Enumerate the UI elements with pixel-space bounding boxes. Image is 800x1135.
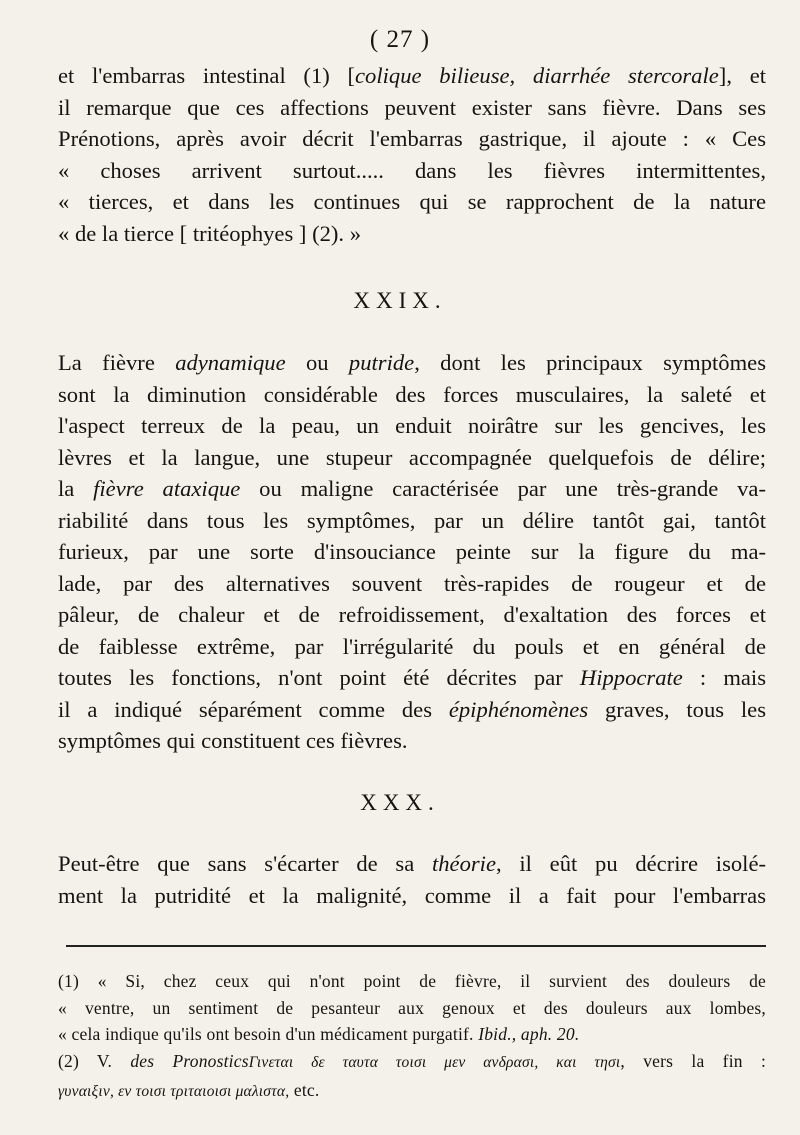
text-run: pâleur, de chaleur et de refroidissement, d'exaltation des forces et: [58, 602, 766, 627]
text-run: ou maligne caractérisée par une très-grande va-: [240, 476, 766, 501]
section-heading-xxx: XXX.: [360, 790, 440, 815]
text-line: [58, 347, 766, 379]
text-run: il a indiqué séparément comme des: [58, 696, 449, 722]
text-line: [58, 568, 766, 600]
italic-term: des Pronostics: [130, 1051, 249, 1071]
text-run: (2) V.: [58, 1051, 131, 1071]
italic-term: épiphénomènes: [448, 696, 589, 722]
text-line: [58, 186, 766, 218]
text-run: Peut-être que sans s'écarter de sa: [58, 851, 432, 876]
text-run: riabilité dans tous les symptômes, par un délire tantôt gai, tantôt: [58, 507, 766, 533]
text-run: lade, par des alternatives souvent très-rapides de rougeur et de: [58, 570, 766, 596]
italic-term: théorie: [431, 851, 496, 876]
text-run: la: [58, 476, 94, 501]
footnote-1: [58, 968, 766, 1048]
section-heading-xxix: XXIX.: [353, 288, 447, 313]
paragraph-intro: [58, 60, 766, 249]
text-run: Prénotions, après avoir décrit l'embarras gastrique, il ajoute : « Ces: [58, 126, 766, 151]
text-run: sont la diminution considérable des forces musculaires, la saleté et: [58, 381, 766, 407]
text-run: La fièvre: [58, 350, 176, 375]
text-line: [58, 694, 766, 726]
text-run: etc.: [289, 1079, 320, 1100]
footnote-line: [58, 968, 766, 995]
italic-term: colique bilieuse, diarrhée stercorale: [355, 63, 719, 88]
text-run: toutes les fonctions, n'ont point été décrites par: [58, 665, 580, 690]
text-line: [58, 599, 766, 631]
text-run: (1) « Si, chez ceux qui n'ont point de fièvre, il survient des douleurs de: [58, 971, 766, 991]
text-run: ou: [285, 350, 349, 375]
text-run: « tierces, et dans les continues qui se rapprochent de la nature: [58, 189, 766, 214]
text-run: , dont les principaux symptômes: [414, 350, 767, 375]
text-run: lèvres et la langue, une stupeur accompagnée quelquefois de délire;: [58, 444, 766, 470]
footnote-line: [58, 1077, 766, 1106]
italic-term: adynamique: [175, 350, 286, 375]
text-line: [58, 123, 766, 155]
italic-term: Hippocrate: [579, 665, 683, 690]
text-run: , il eût pu décrire isolé-: [495, 851, 766, 876]
footnote-rule: [66, 945, 766, 947]
text-line: [58, 848, 766, 880]
text-line: [58, 442, 766, 474]
text-run: furieux, par une sorte d'insouciance peinte sur la figure du ma-: [58, 539, 766, 564]
text-run: « de la tierce [ tritéophyes ] (2). »: [58, 220, 362, 246]
text-line: [58, 473, 766, 505]
text-run: « cela indique qu'ils ont besoin d'un médicament purgatif.: [58, 1024, 479, 1044]
footnote-line: [58, 1048, 766, 1077]
italic-term: fièvre ataxique: [93, 476, 241, 501]
page-number: ( 27 ): [369, 26, 431, 53]
text-run: ], et: [718, 63, 766, 88]
footnote-2: [58, 1048, 766, 1105]
text-line: [58, 662, 766, 694]
paragraph-xxx: [58, 848, 766, 911]
text-run: « ventre, un sentiment de pesanteur aux genoux et des douleurs aux lombes,: [58, 997, 766, 1018]
text-run: et l'embarras intestinal (1) [: [58, 63, 356, 88]
text-line: [58, 218, 766, 250]
text-run: « choses arrivent surtout..... dans les fièvres intermittentes,: [58, 157, 766, 183]
text-run: : mais: [682, 665, 767, 690]
text-run: il remarque que ces affections peuvent exister sans fièvre. Dans ses: [58, 94, 766, 120]
text-line: [58, 379, 766, 411]
paragraph-xxix: [58, 347, 766, 757]
text-run: l'aspect terreux de la peau, un enduit noirâtre sur les gencives, les: [58, 413, 766, 438]
text-line: [58, 725, 766, 757]
text-line: [58, 155, 766, 187]
text-line: [58, 536, 766, 568]
italic-term: Ibid., aph. 20.: [478, 1024, 580, 1044]
greek-quotation: Γινεται δε ταυτα τοισι μεν ανδρασι, και τησι: [248, 1054, 621, 1071]
text-line: [58, 631, 766, 663]
text-run: symptômes qui constituent ces fièvres.: [58, 728, 408, 753]
footnote-line: [58, 995, 766, 1022]
text-line: [58, 60, 766, 92]
text-run: graves, tous les: [588, 696, 766, 722]
text-run: ment la putridité et la malignité, comme il a fait pour l'embarras: [58, 882, 766, 908]
text-line: [58, 880, 766, 912]
text-line: [58, 92, 766, 124]
text-line: [58, 505, 766, 537]
text-run: , vers la fin :: [620, 1051, 767, 1071]
text-run: de faiblesse extrême, par l'irrégularité du pouls et en général de: [58, 633, 766, 659]
footnote-line: [58, 1021, 766, 1048]
text-line: [58, 410, 766, 442]
greek-quotation: γυναιξιν, εν τοισι τριταιοισι μαλιστα,: [58, 1082, 290, 1100]
italic-term: putride: [348, 350, 415, 375]
